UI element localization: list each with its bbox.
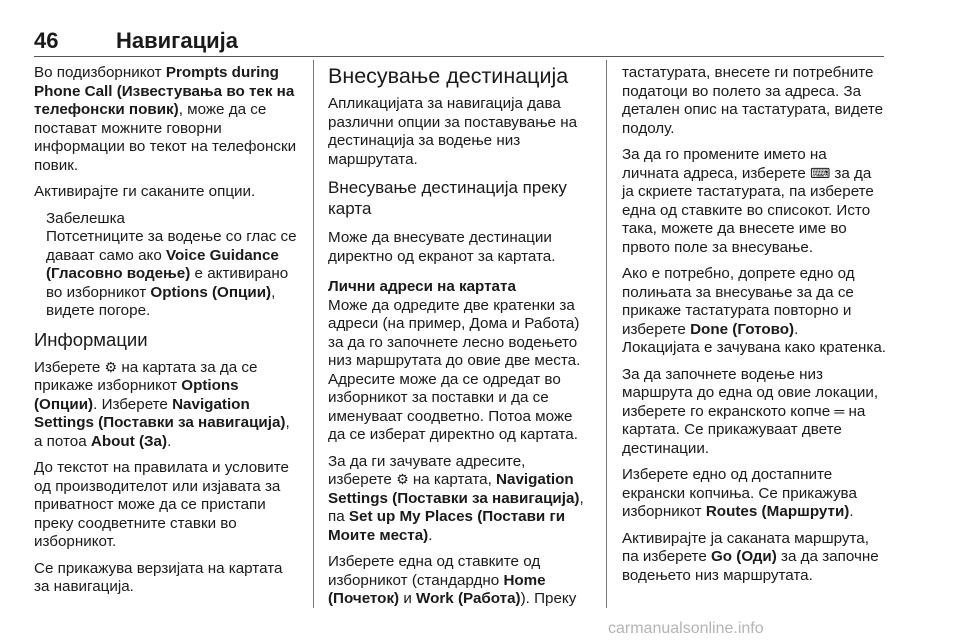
places-icon: ═ bbox=[834, 402, 845, 419]
paragraph: Се прикажува верзијата на картата за навигација. bbox=[34, 559, 283, 595]
paragraph: За да ги зачувате адресите, изберете ⚙ на картата, Navigation Settings (Поставки за навигација), па Set up My Places (Постави ги Моите места). bbox=[328, 452, 584, 544]
keyboard-hide-icon: ⌨ bbox=[809, 164, 831, 181]
paragraph: Може да внесувате дестинации директно од екранот за картата. bbox=[328, 229, 556, 265]
note-title: Забелешка bbox=[46, 209, 126, 227]
page-header bbox=[34, 28, 884, 54]
paragraph: Активирајте ја саканата маршрута, па изберете Go (Оди) за да започне водењето низ маршрутата. bbox=[622, 529, 879, 584]
paragraph: Ако е потребно, допрете едно од полињата за внесување за да се прикаже тастатурата повторно и изберете Done (Готово). bbox=[622, 265, 855, 338]
column-3 bbox=[622, 64, 886, 593]
subsection-heading: Внесување дестинација преку карта bbox=[328, 178, 567, 218]
note-box bbox=[46, 210, 302, 321]
paragraph: Апликацијата за навигација дава различни опции за поставување на дестинација за водење низ маршрутата. bbox=[328, 95, 578, 168]
paragraph: Активирајте ги саканите опции. bbox=[34, 183, 256, 200]
page-title: Навигација bbox=[116, 28, 238, 53]
paragraph: Локацијата е зачувана како кратенка. bbox=[622, 339, 886, 356]
paragraph: За да започнете водење низ маршрута до една од овие локации, изберете го екранското копче ═ на картата. Се прикажуваат двете дестинации. bbox=[622, 365, 879, 457]
paragraph: Изберете едно од достапните екрански копчиња. Се прикажува изборникот Routes (Маршрути). bbox=[622, 466, 857, 520]
column-divider bbox=[313, 60, 314, 608]
gear-icon: ⚙ bbox=[104, 358, 118, 375]
section-heading: Информации bbox=[34, 328, 148, 350]
watermark: carmanualsonline.info bbox=[608, 620, 764, 637]
paragraph: Изберете една од ставките од изборникот (стандардно Home (Почеток) и Work (Работа)). Преку bbox=[328, 553, 577, 607]
paragraph: Во подизборникот Prompts during Phone Call (Известувања во тек на телефонски повик), може да се поставaт можните говорни информации во текот на телефонски повик. bbox=[34, 64, 297, 174]
section-heading: Внесување дестинација bbox=[328, 64, 569, 88]
column-1 bbox=[34, 64, 302, 605]
paragraph: тастатурата, внесете ги потребните податоци во полето за адреса. За детален опис на тастатурата, видете подолу. bbox=[622, 64, 884, 137]
column-divider bbox=[606, 60, 607, 608]
page-number: 46 bbox=[34, 28, 59, 53]
paragraph: Изберете ⚙ на картата за да се прикаже изборникот Options (Опции). Изберете Navigation Settings (Поставки за навигација), а потоа About (За). bbox=[34, 358, 290, 450]
gear-icon: ⚙ bbox=[396, 471, 409, 487]
topic-label: Лични адреси на картата bbox=[328, 278, 516, 295]
header-divider bbox=[34, 56, 884, 57]
paragraph: За да го промените името на личната адреса, изберете ⌨ за да ја скриете тастатурата, па изберете една од ставките во списокот. Исто така, можете да внесете име во првото поле за внесување. bbox=[622, 146, 874, 256]
note-text: Потсетниците за водење со глас се даваат само ако Voice Guidance (Гласовно водење) е активирано во изборникот Options (Опции), видете погоре. bbox=[46, 228, 297, 319]
column-2 bbox=[328, 64, 590, 617]
paragraph: Може да одредите две кратенки за адреси (на пример, Дома и Работа) за да го започнете лесно водењето низ маршрутата до овие две места. Адресите може да се одредат во изборникот за поставки и да се именуваат соодветно. Потоа може да се изберат директно од картата. bbox=[328, 296, 581, 443]
paragraph: До текстот на правилата и условите од производителот или изјавата за приватност може да се пристапи преку соодветните ставки во изборникот. bbox=[34, 459, 289, 550]
